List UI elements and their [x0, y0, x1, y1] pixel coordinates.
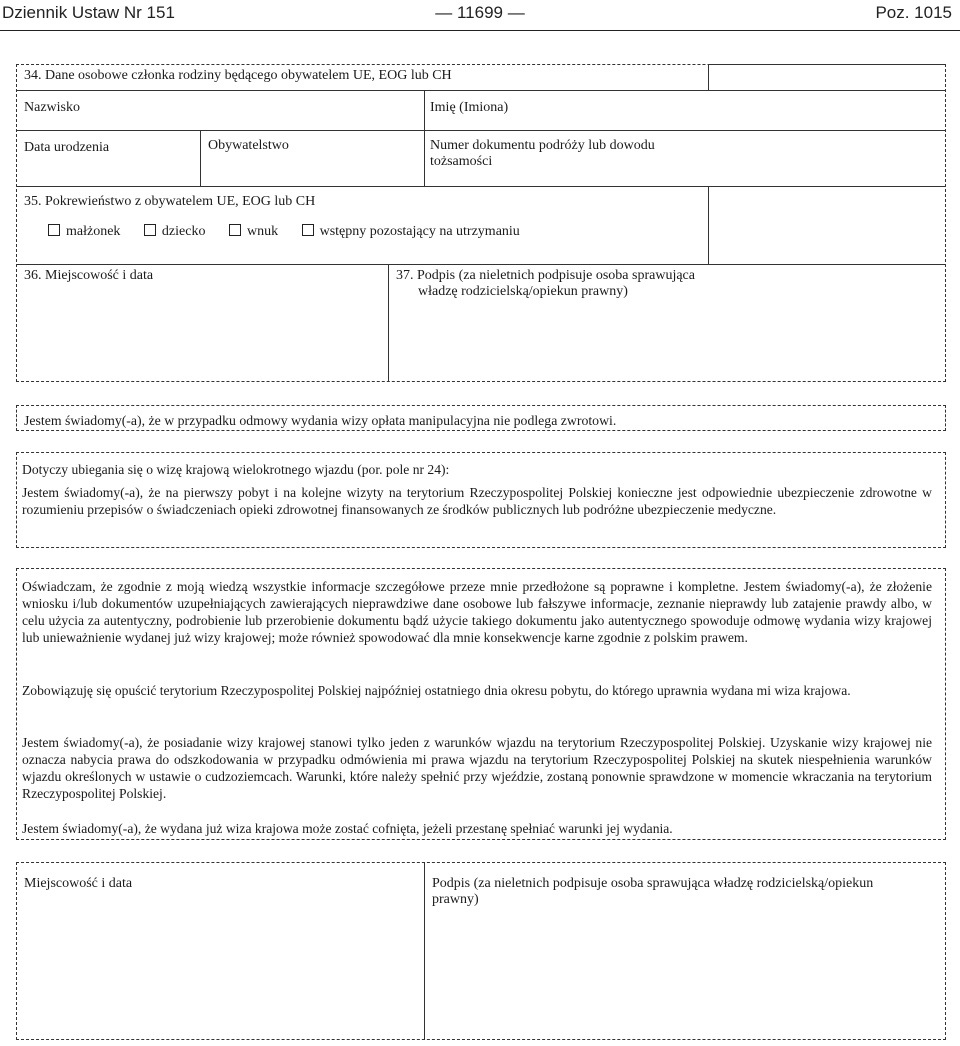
journal-name: Dziennik Ustaw Nr 151	[2, 3, 175, 22]
checkbox-icon[interactable]	[302, 224, 314, 236]
position-number: Poz. 1015	[875, 3, 952, 22]
row-divider	[16, 186, 946, 187]
declaration-entry-conditions: Jestem świadomy(-a), że posiadanie wizy krajowej stanowi tylko jeden z warunków wjazdu na terytorium Rzeczypospolitej Polskiej. Uzyskanie wizy krajowej nie oznacza nabycia prawa do odszkodowania w przypadku odmówienia mi prawa wjazdu na terytorium Rzeczypospolitej Polskiej na skutek niespełnienia warunków wjazdu określonych w ustawie o cudzoziemcach. Warunki, które należy spełnić przy wjeździe, zostaną ponownie sprawdzone w momencie wkraczania na terytorium Rzeczypospolitej Polskiej.	[22, 735, 932, 801]
kinship-option-spouse[interactable]: małżonek	[48, 224, 120, 240]
checkbox-icon[interactable]	[48, 224, 60, 236]
row-divider	[16, 90, 946, 91]
kinship-option-child[interactable]: dziecko	[144, 224, 206, 240]
multi-entry-title: Dotyczy ubiegania się o wizę krajową wielokrotnego wjazdu (por. pole nr 24):	[22, 462, 450, 477]
citizenship-label: Obywatelstwo	[208, 138, 289, 153]
final-place-date-label: Miejscowość i data	[24, 876, 133, 891]
kinship-option-dependent[interactable]: wstępny pozostający na utrzymaniu	[302, 224, 520, 240]
checkbox-icon[interactable]	[144, 224, 156, 236]
section37-label: 37. Podpis (za nieletnich podpisuje osoba sprawująca władzę rodzicielską/opiekun prawny)	[396, 268, 695, 299]
document-label: Numer dokumentu podróży lub dowodu tożsamości	[430, 138, 655, 169]
multi-entry-text: Jestem świadomy(-a), że na pierwszy pobyt i na kolejne wizyty na terytorium Rzeczypospolitej Polskiej konieczne jest odpowiednie ubezpieczenie zdrowotne w rozumieniu przepisów o świadczeniach opieki zdrowotnej finansowanych ze środków publicznych lub podróżne ubezpieczenie medyczne.	[22, 485, 932, 517]
section34-title: 34. Dane osobowe członka rodziny będącego obywatelem UE, EOG lub CH	[24, 68, 452, 83]
row-divider	[16, 130, 946, 131]
page-number: — 11699 —	[435, 3, 525, 22]
final-signature-label: Podpis (za nieletnich podpisuje osoba sprawująca władzę rodzicielską/opiekun prawny)	[432, 876, 874, 907]
declaration-revocation: Jestem świadomy(-a), że wydana już wiza krajowa może zostać cofnięta, jeżeli przestanę spełniać warunki jej wydania.	[22, 821, 673, 836]
col-divider	[708, 186, 709, 264]
col-divider	[388, 264, 389, 382]
fee-notice: Jestem świadomy(-a), że w przypadku odmowy wydania wizy opłata manipulacyjna nie podlega zwrotowi.	[24, 413, 617, 428]
kinship-options	[48, 224, 540, 240]
col-divider	[424, 862, 425, 1040]
birthdate-label: Data urodzenia	[24, 140, 110, 155]
frame-divider-top	[708, 64, 709, 90]
firstname-label: Imię (Imiona)	[430, 100, 509, 115]
frame-top-right	[708, 64, 946, 65]
col-divider	[200, 130, 201, 186]
col-divider	[424, 130, 425, 186]
checkbox-icon[interactable]	[229, 224, 241, 236]
page-header	[0, 0, 960, 31]
declaration-departure: Zobowiązuję się opuścić terytorium Rzeczypospolitej Polskiej najpóźniej ostatniego dnia okresu pobytu, do którego uprawnia wydana mi wiza krajowa.	[22, 683, 851, 698]
section36-label: 36. Miejscowość i data	[24, 268, 154, 283]
declaration-truthfulness: Oświadczam, że zgodnie z moją wiedzą wszystkie informacje szczegółowe przeze mnie przedłożone są poprawne i kompletne. Jestem świadomy(-a), że złożenie wniosku i/lub dokumentów uzupełniających zawierających nieprawdziwe dane osobowe lub fałszywe informacje, zeznanie nieprawdy lub zatajenie prawdy albo, w celu użycia za autentyczny, podrobienie lub przerobienie dokumentu bądź użycie takiego dokumentu jako autentycznego spowoduje odmowę wydania wizy krajowej lub unieważnienie wydanej już wizy krajowej; może również spowodować dla mnie konsekwencje karne zgodnie z polskim prawem.	[22, 579, 932, 645]
kinship-option-grandchild[interactable]: wnuk	[229, 224, 278, 240]
col-divider	[424, 90, 425, 130]
section35-title: 35. Pokrewieństwo z obywatelem UE, EOG lub CH	[24, 194, 316, 209]
surname-label: Nazwisko	[24, 100, 80, 115]
row-divider	[16, 264, 946, 265]
